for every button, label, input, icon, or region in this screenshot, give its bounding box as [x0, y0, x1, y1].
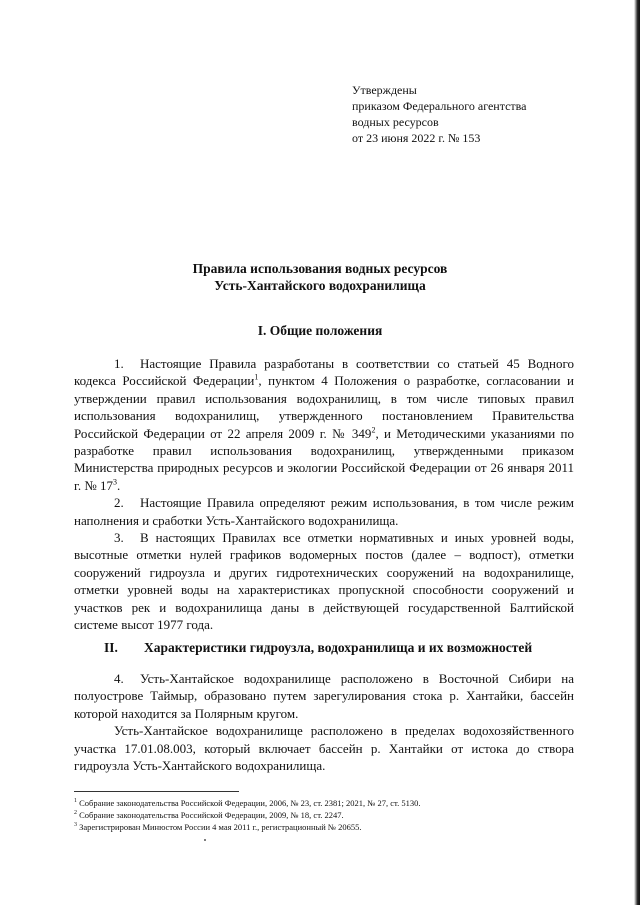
scan-speck [204, 839, 206, 841]
paragraph-number: 2. [114, 495, 124, 511]
section-number: II. [104, 640, 118, 655]
footnote [74, 821, 594, 833]
footnote-mark: 2 [74, 810, 77, 817]
scan-edge-shadow [634, 0, 640, 905]
section-heading-text: Характеристики гидроузла, водохранилища и их возможностей [144, 640, 533, 655]
section-2-heading [104, 640, 532, 656]
paragraph-text: Настоящие Правила разработаны в соответствии со статьей 45 Водного кодекса Российской Федерации [74, 356, 574, 389]
footnote [74, 797, 594, 809]
approval-line: от 23 июня 2022 г. № 153 [352, 131, 481, 145]
paragraph-5 [74, 722, 574, 774]
paragraph-text: В настоящих Правилах все отметки нормативных и иных уровней воды, высотные отметки нулей графиков водомерных постов (далее – водпост), отметки сооружений гидроузла и других гидротехнических сооружений на водохранилище, отметки уровней воды на характеристиках пропускной способности сооружений и участков рек и водохранилища даны в действующей государственной Балтийской системе высот 1977 года. [74, 530, 574, 633]
footnote-mark: 3 [74, 822, 77, 829]
section-2-body [74, 670, 574, 774]
paragraph-4 [74, 670, 574, 722]
footnote-ref: 2 [371, 425, 376, 435]
paragraph-number: 1. [114, 356, 124, 371]
approval-line: Утверждены [352, 83, 417, 97]
footnote-ref: 3 [113, 477, 118, 487]
footnote-divider [74, 791, 239, 792]
section-1-body [74, 355, 574, 634]
paragraph-number: 4. [114, 671, 124, 686]
section-heading: I. Общие положения [257, 323, 383, 338]
paragraph-text: , пунктом 4 Положения о разработке, согласовании и утверждении правил использования водохранилищ, в том числе типовых правил использования водохранилищ, утвержденного постановлением Правительства Российской Федерации от 22 апреля 2009 г. № 349 [74, 373, 574, 441]
footnote-text: Собрание законодательства Российской Федерации, 2009, № 18, ст. 2247. [79, 810, 344, 820]
paragraph-text: Усть-Хантайское водохранилище расположено в пределах водохозяйственного участка 17.01.08.003, который включает бассейн р. Хантайки от истока до створа гидроузла Усть-Хантайского водохранилища. [74, 723, 574, 774]
footnote-text: Зарегистрирован Минюстом России 4 мая 2011 г., регистрационный № 20655. [79, 822, 362, 832]
paragraph-1 [74, 355, 574, 494]
paragraph-text: , и Методическими указаниями по разработке правил использования водохранилищ, утвержденными приказом Министерства природных ресурсов и экологии Российской Федерации от 26 января 2011 г. № 17 [74, 425, 574, 493]
approval-line: водных ресурсов [352, 115, 439, 129]
paragraph-2 [74, 494, 574, 529]
document-title-line: Правила использования водных ресурсов [192, 261, 448, 276]
footnotes [74, 797, 594, 833]
paragraph-text: Усть-Хантайское водохранилище расположено в Восточной Сибири на полуострове Таймыр, образовано путем зарегулирования стока р. Хантайки, бассейн которой находится за Полярным кругом. [74, 671, 574, 721]
paragraph-text: . [117, 477, 121, 493]
approval-block [352, 82, 527, 146]
footnote-mark: 1 [74, 798, 77, 805]
footnote [74, 809, 594, 821]
paragraph-number: 3. [114, 530, 124, 546]
document-title-line: Усть-Хантайского водохранилища [214, 278, 426, 293]
paragraph-3 [74, 529, 574, 633]
approval-line: приказом Федерального агентства [352, 99, 527, 113]
footnote-ref: 1 [254, 373, 259, 383]
document-title [0, 260, 640, 294]
paragraph-text: Настоящие Правила определяют режим использования, в том числе режим наполнения и сработки Усть-Хантайского водохранилища. [74, 495, 574, 528]
footnote-text: Собрание законодательства Российской Федерации, 2006, № 23, ст. 2381; 2021, № 27, ст. 5130. [79, 798, 421, 808]
